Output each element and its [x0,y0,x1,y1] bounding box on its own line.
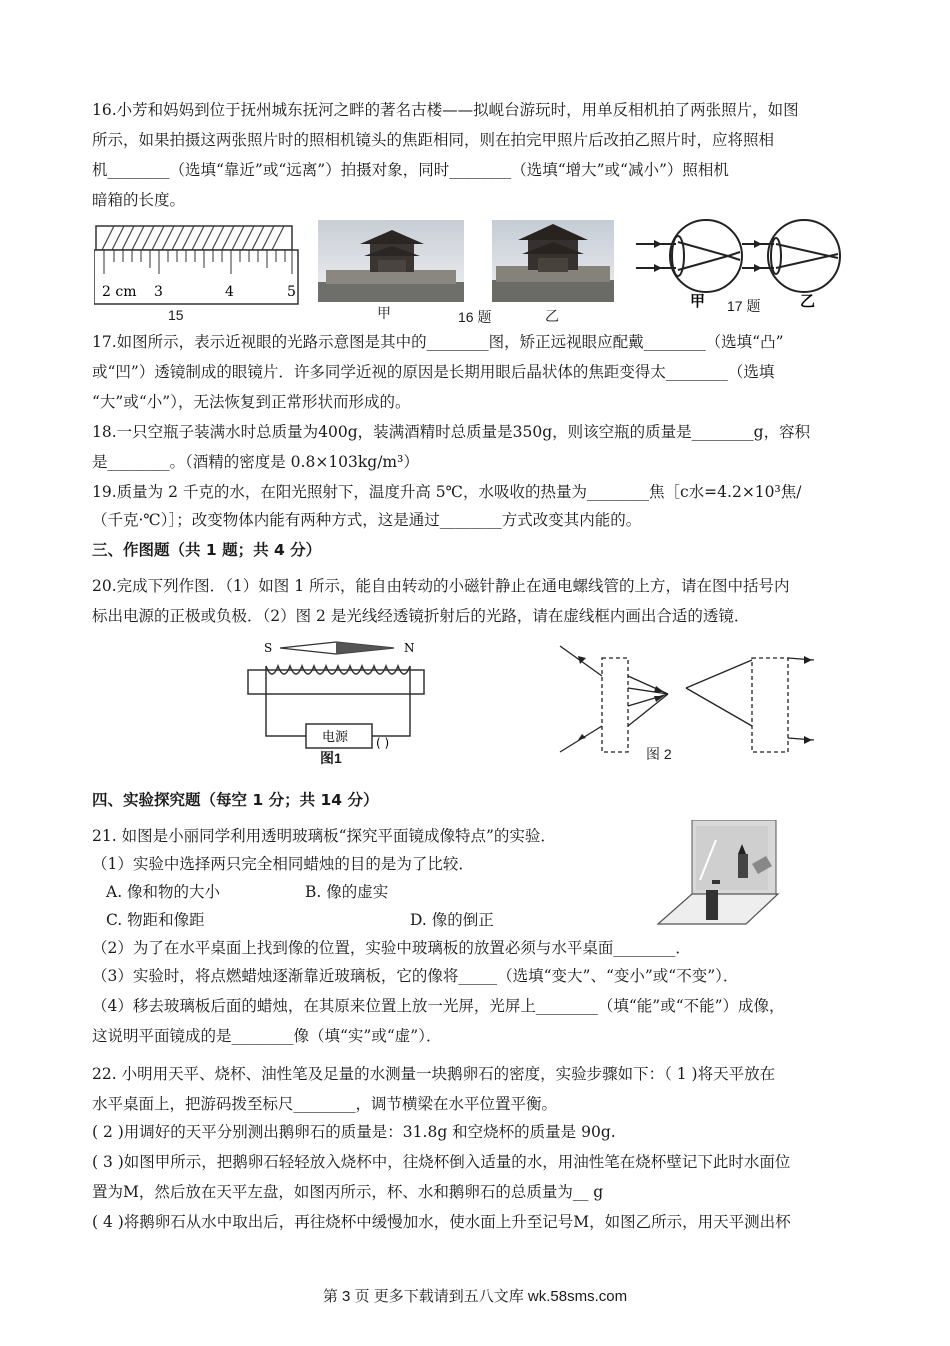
page-footer: 第 3 页 更多下载请到五八文库 wk.58sms.com [322,1288,628,1305]
q21-line-6: 这说明平面镜成的是________像（填“实”或“虚”）． [92,1027,442,1045]
solenoid-figure [244,640,434,750]
polarity-bracket: ( ) [376,736,390,750]
q22-line-5: 置为M，然后放在天平左盘，如图丙所示，杯、水和鹅卵石的总质量为__ g [92,1183,604,1201]
q21-line-1: 21. 如图是小丽同学利用透明玻璃板“探究平面镜成像特点”的实验． [92,827,556,845]
q16-line-2: 所示，如果拍摄这两张照片时的照相机镜头的焦距相同，则在拍完甲照片后改拍乙照片时，应将照相 [92,131,775,149]
q18-line-2: 是________。（酒精的密度是 0.8×103kg/m³） [92,453,419,471]
lens-figure [556,640,818,756]
q17-line-2: 或“凹”）透镜制成的眼镜片．许多同学近视的原因是长期用眼后晶状体的焦距变得太________（选填 [92,363,775,381]
mirror-experiment-figure [656,820,780,930]
compass-n-label: N [404,641,415,655]
q16-line-1: 16.小芳和妈妈到位于抚州城东抚河之畔的著名古楼——拟岘台游玩时，用单反相机拍了两张照片，如图 [92,101,799,119]
q17-figure-caption: 17 题 [727,298,761,314]
q22-line-1: 22. 小明用天平、烧杯、油性笔及足量的水测量一块鹅卵石的密度，实验步骤如下：（ 1 )将天平放在 [92,1065,776,1083]
q17-line-1: 17.如图所示，表示近视眼的光路示意图是其中的________图，矫正远视眼应配戴________（选填“凸” [92,333,784,351]
q16-line-4: 暗箱的长度。 [92,191,186,209]
q21-option-c: C. 物距和像距 [106,911,205,929]
q20-line-1: 20.完成下列作图．（1）如图 1 所示，能自由转动的小磁针静止在通电螺线管的上方，请在图中括号内 [92,577,790,595]
q18-line-1: 18.一只空瓶子装满水时总质量为400g，装满酒精时总质量是350g，则该空瓶的质量是________g，容积 [92,423,811,441]
photo-jia [318,220,464,302]
compass-s-label: S [264,641,273,655]
q21-line-2: （1）实验中选择两只完全相同蜡烛的目的是为了比较． [92,855,474,873]
eye-jia-label: 甲 [690,292,706,310]
q21-line-5: （4）移去玻璃板后面的蜡烛，在其原来位置上放一光屏，光屏上________（填“能”或“不能”）成像， [92,997,785,1015]
q21-line-3: （2）为了在水平桌面上找到像的位置，实验中玻璃板的放置必须与水平桌面________． [92,939,691,957]
eye-diagrams [632,204,850,310]
section-4-heading: 四、实验探究题（每空 1 分；共 14 分） [92,791,379,809]
q21-option-a: A. 像和物的大小 [106,883,221,901]
power-source-label: 电源 [322,730,349,745]
ruler-tick-4: 4 [225,284,234,300]
ruler-figure [94,222,300,310]
q19-line-2: （千克·℃）］；改变物体内能有两种方式，这是通过________方式改变其内能的。 [92,511,642,529]
q16-line-3: 机________（选填“靠近”或“远离”）拍摄对象，同时________（选填“增大”或“减小”）照相机 [92,161,729,179]
q21-option-d: D. 像的倒正 [410,911,494,929]
q22-line-3: ( 2 )用调好的天平分别测出鹅卵石的质量是：31.8g 和空烧杯的质量是 90g. [92,1123,616,1141]
photo-yi [492,220,614,302]
q22-line-6: ( 4 )将鹅卵石从水中取出后，再往烧杯中缓慢加水，使水面上升至记号M，如图乙所示，用天平测出杯 [92,1213,791,1231]
photo-yi-label: 乙 [545,308,559,324]
ruler-unit: 2 cm [102,284,137,300]
ruler-caption: 15 [168,307,184,323]
q20-line-2: 标出电源的正极或负极．（2）图 2 是光线经透镜折射后的光路，请在虚线框内画出合适的透镜． [92,607,750,625]
q21-line-4: （3）实验时，将点燃蜡烛逐渐靠近玻璃板，它的像将_____（选填“变大”、“变小”或“不变”）． [92,967,739,985]
q17-line-3: “大”或“小”），无法恢复到正常形状而形成的。 [92,393,411,411]
q21-option-b: B. 像的虚实 [305,883,389,901]
section-3-heading: 三、作图题（共 1 题；共 4 分） [92,541,322,559]
eye-yi-label: 乙 [800,292,816,310]
photo-jia-label: 甲 [377,305,391,321]
q22-line-2: 水平桌面上，把游码拨至标尺________，调节横梁在水平位置平衡。 [92,1095,558,1113]
q16-figure-caption: 16 题 [458,309,492,325]
q19-line-1: 19.质量为 2 千克的水，在阳光照射下，温度升高 5℃，水吸收的热量为________焦［c水=4.2×10³焦/ [92,483,802,501]
ruler-tick-3: 3 [154,284,163,300]
q22-line-4: ( 3 )如图甲所示，把鹅卵石轻轻放入烧杯中，往烧杯倒入适量的水，用油性笔在烧杯壁记下此时水面位 [92,1153,791,1171]
figure-1-caption: 图1 [320,750,342,766]
ruler-tick-5: 5 [287,284,296,300]
figure-2-caption: 图 2 [646,746,672,762]
